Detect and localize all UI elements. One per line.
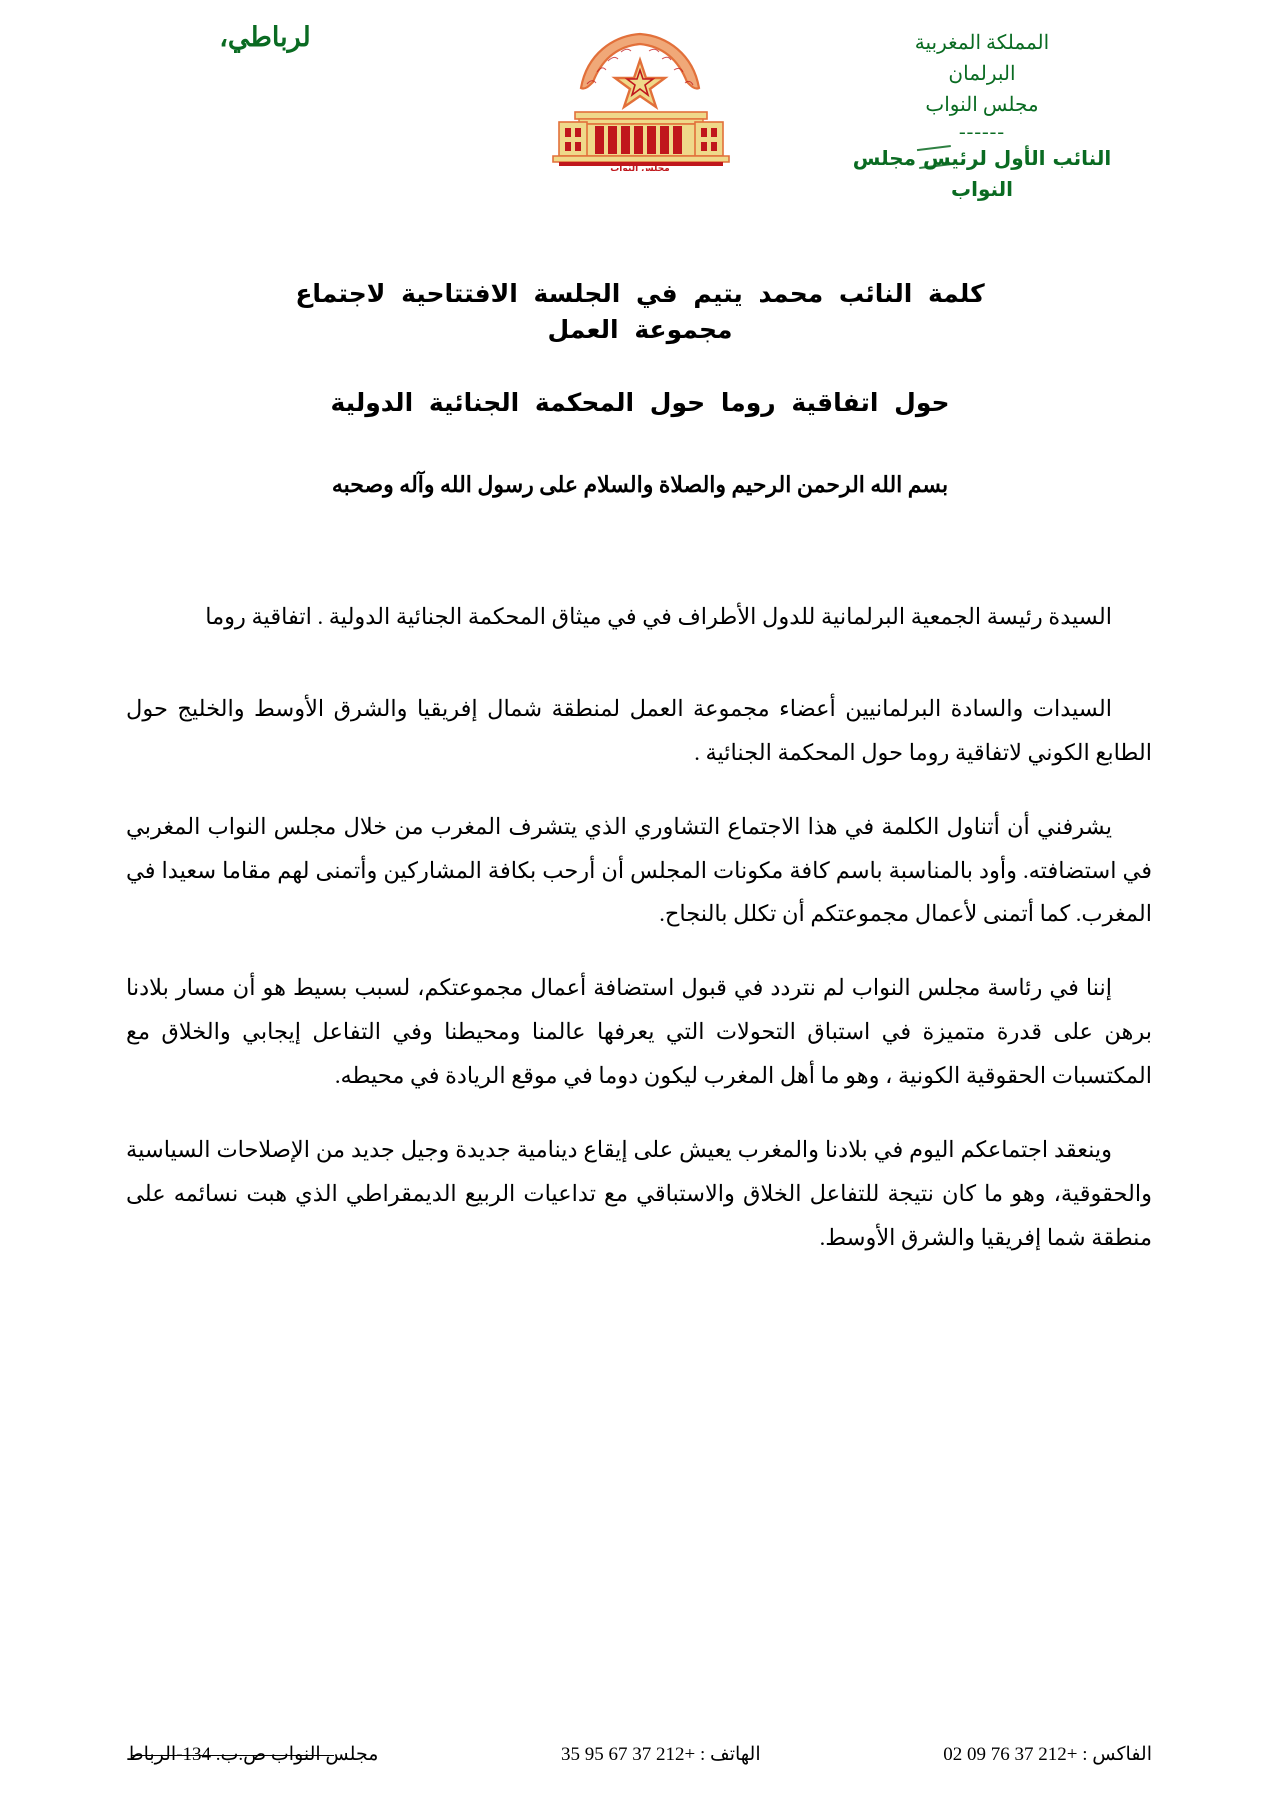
document-header: [0, 0, 1280, 240]
letterhead-block: [832, 28, 1132, 205]
page-title-line-1: كلمة النائب محمد يتيم في الجلسة الافتتاحية لاجتماع: [295, 279, 985, 308]
paragraph: السيدة رئيسة الجمعية البرلمانية للدول الأطراف في في ميثاق المحكمة الجنائية الدولية . اتفاقية روما: [205, 604, 1112, 629]
paragraph: يشرفني أن أتناول الكلمة في هذا الاجتماع التشاوري الذي يتشرف المغرب من خلال مجلس النواب المغربي في استضافته. وأود بالمناسبة باسم كافة مكونات المجلس أن أرحب بكافة المشاركين وأتمنى لهم مقاما سعيدا في المغرب. كما أتمنى لأعمال مجموعتكم أن تكلل بالنجاح.: [126, 813, 1152, 927]
document-footer: [126, 1743, 1152, 1766]
footer-phone-value: +212 37 67 95 35: [561, 1744, 696, 1765]
paragraph: إننا في رئاسة مجلس النواب لم نتردد في قبول استضافة أعمال مجموعتكم، لسبب بسيط هو أن مسار بلادنا برهن على قدرة متميزة في استباق التحولات التي يعرفها عالمنا ومحيطنا وفي التفاعل إيجابي والخلاق مع المكتسبات الحقوقية الكونية ، وهو ما أهل المغرب ليكون دوما في موقع الريادة في محيطه.: [126, 975, 1152, 1088]
document-body: [126, 595, 1152, 1290]
footer-fax-value: +212 37 76 09 02: [943, 1744, 1078, 1765]
strikethrough-mark: [917, 145, 953, 169]
letterhead-kingdom: المملكة المغربية: [914, 32, 1050, 54]
basmala-line: بسم الله الرحمن الرحيم والصلاة والسلام على رسول الله وآله وصحبه: [331, 472, 949, 497]
emblem-caption-text: مجلس النواب: [610, 164, 670, 171]
morocco-parliament-emblem-icon: [545, 26, 735, 171]
footer-phone-label: الهاتف :: [700, 1744, 761, 1765]
letterhead-role-line2: النواب: [950, 177, 1014, 201]
letterhead-parliament: البرلمان: [948, 63, 1016, 85]
paragraph: وينعقد اجتماعكم اليوم في بلادنا والمغرب يعيش على إيقاع دينامية جديدة وجيل جديد من الإصلاحات السياسية والحقوقية، وهو ما كان نتيجة للتفاعل الخلاق والاستباقي مع تداعيات الربيع الديمقراطي الذي هبت نسائمه على منطقة شما إفريقيا والشرق الأوسط.: [126, 1136, 1152, 1250]
letterhead-role-text: النائب الأول لرئيس مجلس: [852, 146, 1112, 170]
paragraph: السيدات والسادة البرلمانيين أعضاء مجموعة العمل لمنطقة شمال إفريقيا والشرق الأوسط والخليج حول الطابع الكوني لاتفاقية روما حول المحكمة الجنائية .: [126, 695, 1152, 765]
footer-address: مجلس النواب ص.ب. 134-الرباط: [126, 1744, 379, 1765]
handwritten-annotation: لرباطي،: [219, 22, 311, 53]
footer-phone: [561, 1743, 761, 1766]
page-title-line-2: مجموعة العمل: [547, 315, 733, 345]
letterhead-chamber: مجلس النواب: [925, 94, 1039, 116]
letterhead-role-line1: [832, 143, 1132, 174]
document-title-block: [0, 276, 1280, 421]
footer-fax: [943, 1743, 1152, 1766]
footer-fax-label: الفاكس :: [1082, 1744, 1152, 1765]
letterhead-separator: ------: [959, 121, 1005, 143]
page-title-line-3: حول اتفاقية روما حول المحكمة الجنائية الدولية: [330, 387, 950, 417]
